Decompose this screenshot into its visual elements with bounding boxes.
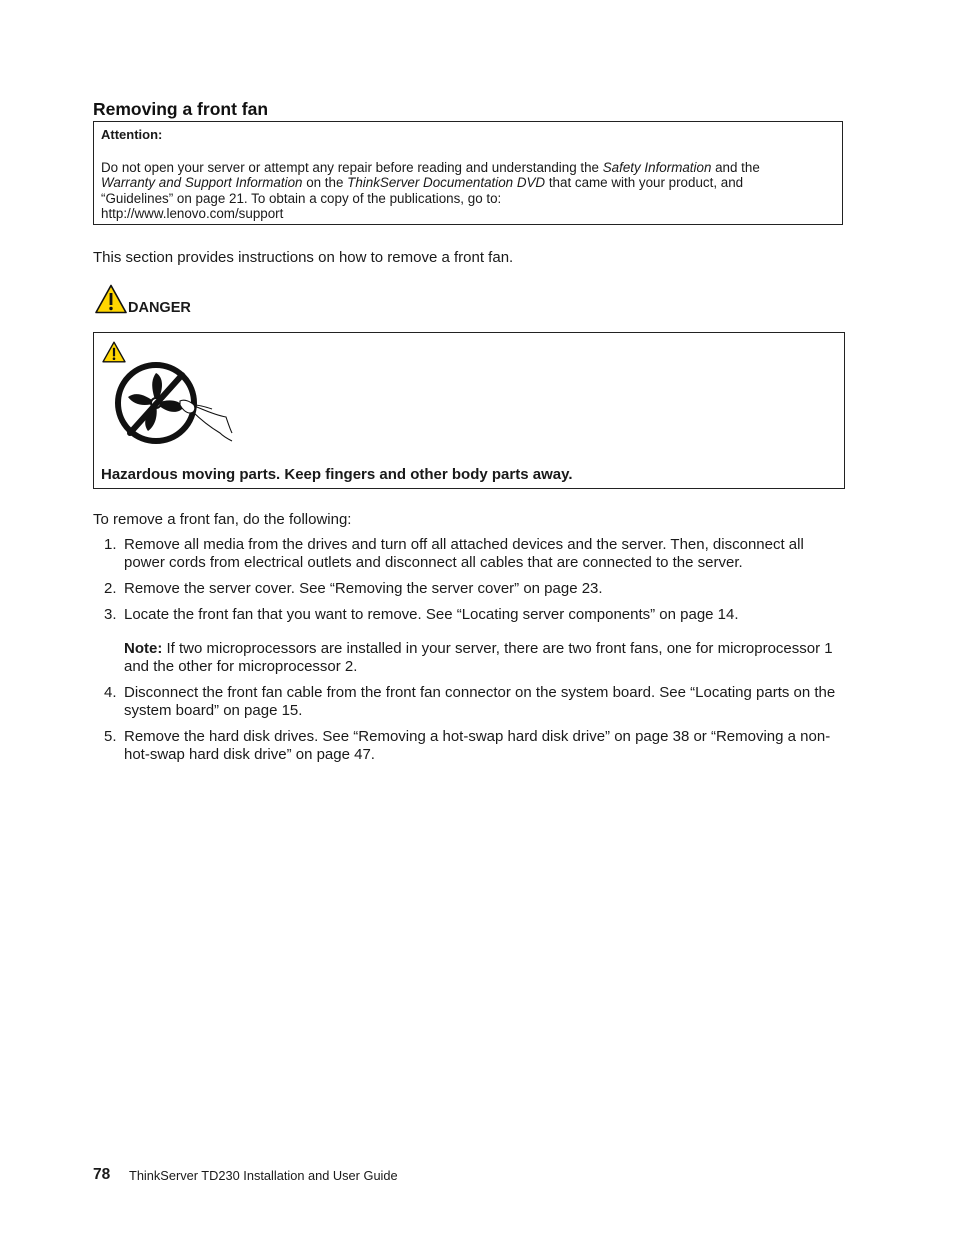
steps-intro: To remove a front fan, do the following:: [93, 511, 352, 528]
page-title: Removing a front fan: [93, 99, 269, 119]
list-item: 4. Disconnect the front fan cable from the front fan connector on the system board. See “Locating parts on the system board” on page 15.: [104, 684, 836, 720]
attention-line-2: Warranty and Support Information on the ThinkServer Documentation DVD that came with your product, and: [101, 175, 744, 191]
intro-paragraph: This section provides instructions on how to remove a front fan.: [93, 249, 514, 266]
hazard-warning-text: Hazardous moving parts. Keep fingers and other body parts away.: [101, 466, 573, 483]
attention-line-1: Do not open your server or attempt any repair before reading and understanding the Safety Information and the: [101, 160, 760, 175]
list-item: 2. Remove the server cover. See “Removing the server cover” on page 23.: [104, 580, 603, 597]
footer-guide-title: ThinkServer TD230 Installation and User Guide: [129, 1168, 398, 1183]
list-item: 1. Remove all media from the drives and turn off all attached devices and the server. Then, disconnect all power cords from electrical outlets and disconnect all cables that are connected to the server.: [104, 536, 804, 572]
small-warning-triangle-icon: [102, 341, 126, 363]
attention-box: [93, 121, 843, 225]
danger-label: DANGER: [128, 300, 191, 316]
danger-box: [93, 332, 845, 489]
fan-hazard-icon: [114, 361, 238, 447]
note-paragraph: Note: If two microprocessors are installed in your server, there are two front fans, one for microprocessor 1 and the other for microprocessor 2.: [124, 640, 833, 676]
list-item: 5. Remove the hard disk drives. See “Removing a hot-swap hard disk drive” on page 38 or “Removing a non-hot-swap hard disk drive” on page 47.: [104, 728, 831, 764]
attention-label: Attention:: [101, 127, 163, 142]
page-number: 78: [93, 1166, 111, 1183]
support-link[interactable]: http://www.lenovo.com/support: [101, 205, 284, 221]
attention-text: [101, 160, 826, 221]
warning-triangle-icon: [95, 284, 127, 314]
note-label: Note:: [124, 640, 163, 657]
list-item: 3. Locate the front fan that you want to remove. See “Locating server components” on page 14.: [104, 606, 739, 623]
attention-line-3: “Guidelines” on page 21. To obtain a copy of the publications, go to:: [101, 190, 502, 206]
